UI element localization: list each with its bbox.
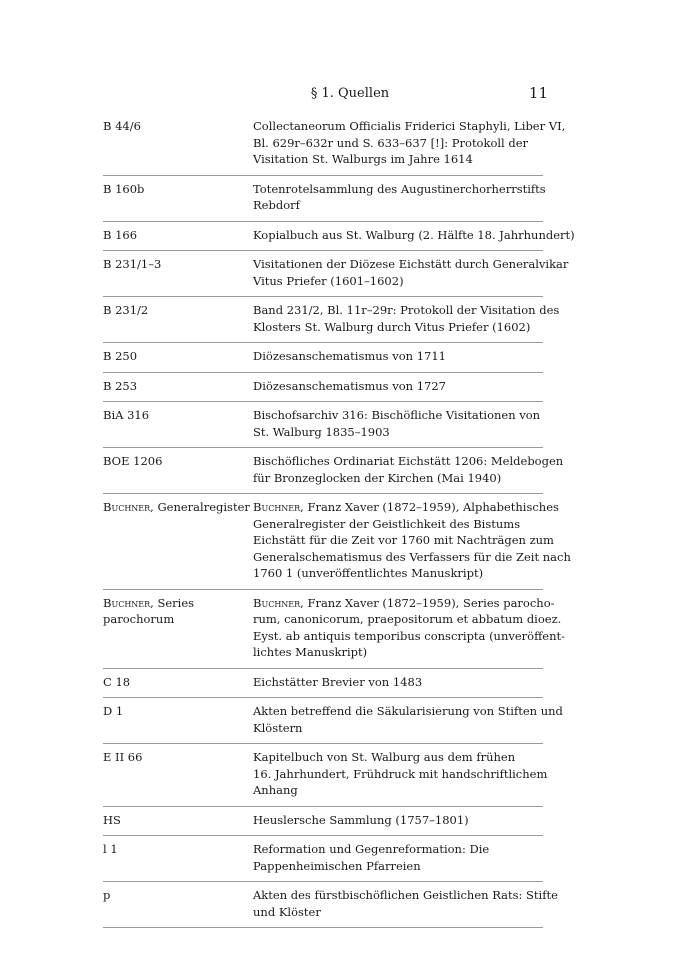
description-text: Eichstätter Brevier von 1483 [253,674,423,689]
description-text: Band 231/2, Bl. 11r–29r: Protokoll der Visitation des [253,303,560,317]
description-line [253,549,571,566]
description-line [253,766,547,783]
entry-signature [103,407,253,424]
description-line [253,151,565,168]
description-text: Klosters St. Walburg durch Vitus Priefer (1602) [253,319,531,334]
signature-line [103,378,253,395]
description-line [253,812,543,829]
description-text: St. Walburg 1835–1903 [253,424,390,439]
signature-line [103,812,253,829]
description-line [253,703,563,720]
signature-text: B 160b [103,181,145,196]
source-entry [103,499,571,590]
entry-signature [103,378,253,395]
signature-text: parochorum [103,612,175,626]
description-text: , Franz Xaver (1872–1959), Series parocho- [300,595,555,610]
entry-signature [103,118,253,135]
signature-line [103,595,253,612]
signature-line [103,499,253,516]
description-line [253,644,565,661]
author-name: Buchner [103,595,151,610]
description-line [253,628,565,645]
entry-signature [103,595,253,628]
entry-description [253,348,543,365]
description-text: 1760 1 (unveröffentlichtes Manuskript) [253,566,484,580]
description-line [253,348,543,365]
author-name: Buchner [103,500,151,514]
signature-text: HS [103,812,121,827]
signature-line [103,181,253,198]
description-line [253,887,558,904]
signature-text: B 250 [103,349,138,363]
description-text: , Franz Xaver (1872–1959), Alphabethisches [300,500,559,514]
description-text: Reformation und Gegenreformation: Die [253,842,490,856]
signature-line [103,227,253,244]
source-entry [103,348,543,373]
source-entry [103,674,543,699]
source-entry [103,887,558,928]
signature-text: l 1 [103,842,118,856]
description-text: Generalschematismus des Verfassers für die Zeit nach [253,549,571,564]
entry-description [253,812,543,829]
source-entry [103,749,548,807]
signature-line [103,749,253,766]
source-entry [103,812,543,837]
description-line [253,135,565,152]
signature-line [103,302,253,319]
description-text: Heuslersche Sammlung (1757–1801) [253,812,469,827]
entry-description [253,256,568,289]
signature-line [103,348,253,365]
page-number: 11 [528,84,548,102]
description-line [253,720,563,737]
description-text: Collectaneorum Officialis Friderici Staphyli, Liber VI, [253,119,566,133]
description-line [253,302,559,319]
entry-description [253,407,543,440]
description-text: Diözesanschematismus von 1711 [253,349,446,363]
signature-text: BiA 316 [103,408,150,422]
description-line [253,118,565,135]
description-text: rum, canonicorum, praepositorum et abbatum dioez. [253,612,562,626]
entry-signature [103,256,253,273]
signature-text: , Series [150,595,195,610]
signature-line [103,703,253,720]
signature-line [103,407,253,424]
signature-line [103,887,253,904]
description-text: Bischofsarchiv 316: Bischöfliche Visitationen von [253,408,541,422]
source-entry [103,453,564,494]
signature-text: BOE 1206 [103,454,163,468]
description-line [253,595,565,612]
description-line [253,378,543,395]
description-line [253,407,543,424]
description-text: Eyst. ab antiquis temporibus conscripta (unveröffent- [253,628,565,643]
entry-signature [103,887,253,904]
description-text: lichtes Manuskript) [253,645,368,659]
entry-signature [103,453,253,470]
signature-text: B 166 [103,227,138,242]
description-line [253,424,543,441]
signature-text: B 231/2 [103,303,149,317]
running-header [0,84,700,108]
signature-line [103,841,253,858]
entry-signature [103,227,253,244]
signature-text: , Generalregister [150,500,250,514]
description-text: Eichstätt für die Zeit vor 1760 mit Nachträgen zum [253,533,554,547]
entry-description [253,227,575,244]
description-line [253,611,565,628]
running-title: § 1. Quellen [310,86,390,101]
description-text: Rebdorf [253,198,300,212]
entry-signature [103,499,253,516]
description-text: für Bronzeglocken der Kirchen (Mai 1940) [253,470,502,485]
description-text: Akten betreffend die Säkularisierung von Stiften und [253,704,563,718]
source-entry [103,378,543,403]
signature-text: B 231/1–3 [103,257,162,271]
source-entry [103,407,543,448]
description-line [253,841,543,858]
entry-description [253,378,543,395]
source-entry [103,302,560,343]
source-entry [103,841,543,882]
entry-signature [103,674,253,691]
description-text: Diözesanschematismus von 1727 [253,378,446,393]
description-line [253,904,558,921]
entry-signature [103,841,253,858]
source-entry [103,595,565,669]
signature-text: C 18 [103,674,131,689]
entry-signature [103,749,253,766]
description-text: Visitation St. Walburgs im Jahre 1614 [253,152,473,166]
description-text: Kapitelbuch von St. Walburg aus dem frühen [253,750,516,764]
entry-signature [103,181,253,198]
entry-description [253,499,571,582]
description-text: Totenrotelsammlung des Augustinerchorherrstifts [253,181,546,196]
description-text: Bl. 629r–632r und S. 633–637 [!]: Protokoll der [253,135,529,150]
description-text: Bischöfliches Ordinariat Eichstätt 1206: Meldebogen [253,454,564,468]
description-text: Pappenheimischen Pfarreien [253,858,421,873]
description-text: Anhang [253,783,298,797]
entry-description [253,302,559,335]
description-line [253,227,575,244]
entry-description [253,703,563,736]
author-name: Buchner [253,595,301,610]
description-line [253,674,543,691]
description-line [253,516,571,533]
entry-description [253,453,563,486]
source-entry [103,703,563,744]
description-text: Klöstern [253,720,303,735]
signature-line [103,118,253,135]
entry-signature [103,302,253,319]
source-entry [103,181,546,222]
entry-description [253,674,543,691]
description-text: und Klöster [253,904,321,919]
description-line [253,565,571,582]
entry-signature [103,812,253,829]
signature-text: D 1 [103,704,124,718]
source-list [103,118,575,933]
signature-line [103,674,253,691]
signature-text: E II 66 [103,750,143,764]
description-line [253,273,568,290]
source-entry [103,227,575,252]
signature-text: p [103,888,111,902]
description-text: 16. Jahrhundert, Frühdruck mit handschriftlichem [253,766,548,781]
entry-description [253,181,546,214]
description-line [253,782,547,799]
description-line [253,197,546,214]
description-line [253,181,546,198]
entry-description [253,118,565,168]
description-line [253,749,547,766]
description-line [253,453,563,470]
description-line [253,532,571,549]
description-line [253,858,543,875]
description-text: Generalregister der Geistlichkeit des Bistums [253,516,521,531]
author-name: Buchner [253,500,301,514]
description-text: Akten des fürstbischöflichen Geistlichen Rats: Stifte [253,888,558,902]
signature-line [103,256,253,273]
description-line [253,319,559,336]
description-line [253,470,563,487]
signature-text: B 253 [103,378,138,393]
signature-line [103,611,253,628]
description-line [253,256,568,273]
signature-text: B 44/6 [103,119,141,133]
description-line [253,499,571,516]
description-text: Visitationen der Diözese Eichstätt durch Generalvikar [253,257,569,271]
entry-description [253,595,565,661]
entry-signature [103,703,253,720]
description-text: Kopialbuch aus St. Walburg (2. Hälfte 18. Jahrhundert) [253,227,575,242]
entry-description [253,841,543,874]
source-entry [103,118,566,176]
source-entry [103,256,569,297]
entry-description [253,749,547,799]
entry-signature [103,348,253,365]
signature-line [103,453,253,470]
description-text: Vitus Priefer (1601–1602) [253,273,404,288]
entry-description [253,887,558,920]
